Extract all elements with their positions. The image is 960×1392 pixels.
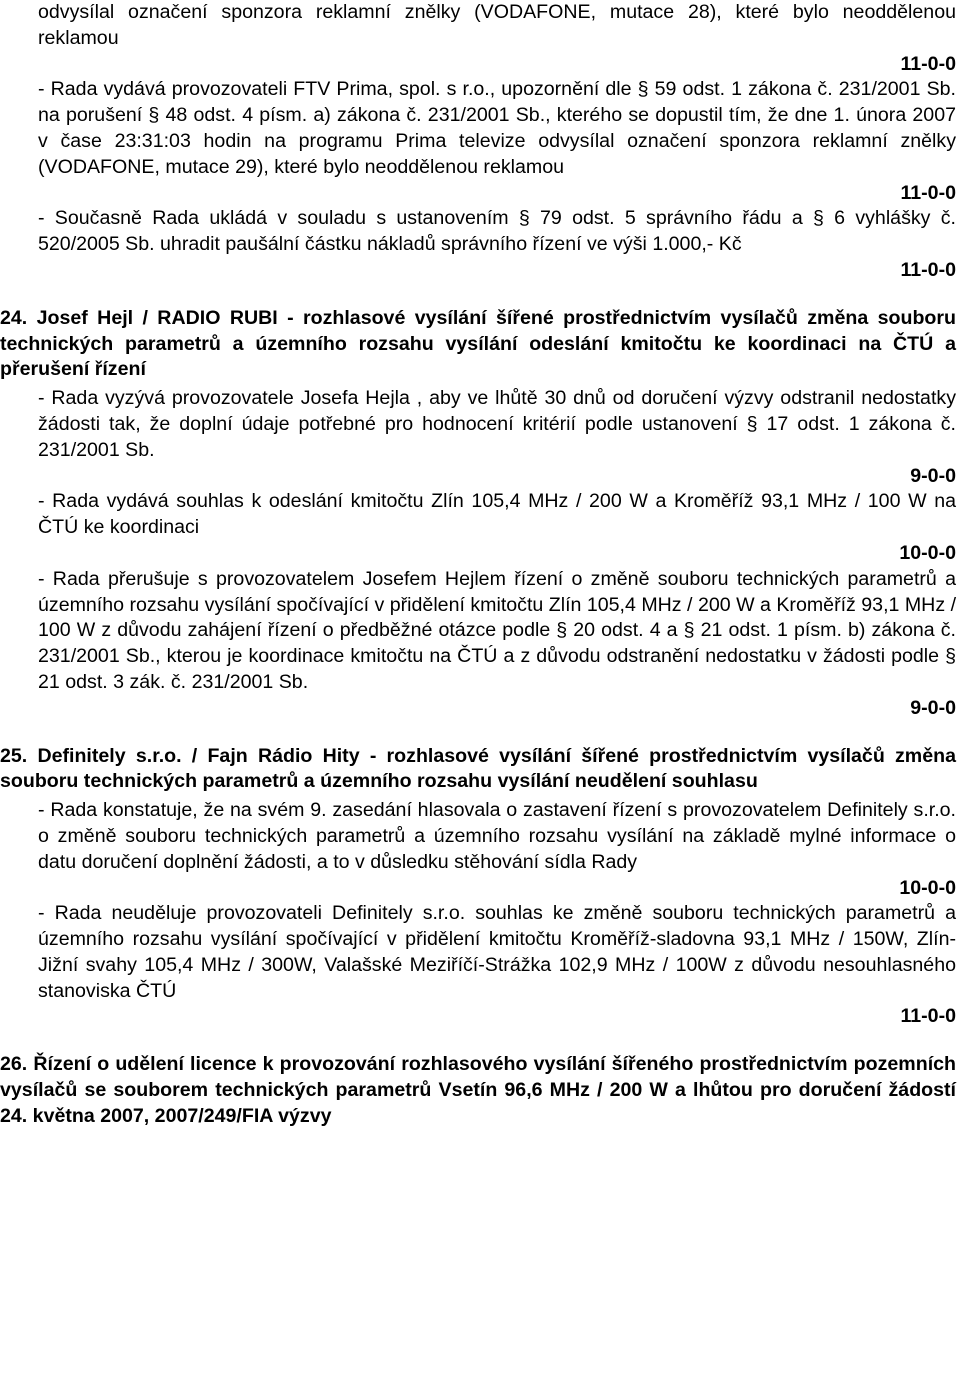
paragraph-hejl-suspend: - Rada přerušuje s provozovatelem Josefem Hejlem řízení o změně souboru technických parametrů a územního rozsahu vysílání spočívající v přidělení kmitočtu Zlín 105,4 MHz / 200 W a Kroměříž 93,1 MHz / 100 W z důvodu zahájení řízení o předběžné otázce podle § 20 odst. 4 a § 21 odst. 1 písm. b) zákona č. 231/2001 Sb., kterou je koordinace kmitočtu na ČTÚ a z důvodu odstranění nedostatku v žádosti podle § 21 odst. 3 zák. č. 231/2001 Sb. [38,567,957,693]
paragraph-warning-prima: - Rada vydává provozovateli FTV Prima, spol. s r.o., upozornění dle § 59 odst. 1 zákona č. 231/2001 Sb. na porušení § 48 odst. 4 písm. a) zákona č. 231/2001 Sb., kterého se dopustil tím, že dne 1. února 2007 v čase 23:31:03 hodin na programu Prima televize odvysílal označení sponzora reklamní znělky (VODAFONE, mutace 29), které bylo neoddělenou reklamou [38,78,956,178]
spacer [38,1030,956,1052]
spacer [38,722,956,744]
heading-block-25 [0,744,956,796]
vote-result: 11-0-0 [900,258,956,281]
paragraph-definitely-refusal: - Rada neuděluje provozovateli Definitely s.r.o. souhlas ke změně souboru technických parametrů a územního rozsahu vysílání spočívající v přidělení kmitočtu Kroměříž-sladovna 93,1 MHz / 150W, Zlín-Jižní svahy 105,4 MHz / 300W, Valašské Meziříčí-Strážka 102,9 MHz / 100W z důvodu nesouhlasného stanoviska ČTÚ [38,902,956,1002]
paragraph-hejl-call: - Rada vyzývá provozovatele Josefa Hejla , aby ve lhůtě 30 dnů od doručení výzvy odstranil nedostatky žádosti tak, že doplní údaje potřebné pro hodnocení kritérií podle ustanovení § 17 odst. 1 zákona č. 231/2001 Sb. [38,387,956,461]
vote-result: 11-0-0 [900,181,956,204]
vote-result: 11-0-0 [900,52,956,75]
spacer [38,284,956,306]
vote-result: 9-0-0 [910,464,956,487]
paragraph-hejl-consent: - Rada vydává souhlas k odeslání kmitočtu Zlín 105,4 MHz / 200 W a Kroměříž 93,1 MHz / 100 W na ČTÚ ke koordinaci [38,490,956,539]
vote-result: 10-0-0 [899,876,956,899]
paragraph-definitely-note: - Rada konstatuje, že na svém 9. zasedání hlasovala o zastavení řízení s provozovatelem Definitely s.r.o. o změně souboru technických parametrů a územního rozsahu vysílání na základě mylné informace o datu doručení doplnění žádosti, a to v důsledku stěhování sídla Rady [38,799,956,873]
vote-result: 9-0-0 [910,696,956,719]
paragraph-sponsor-28: odvysílal označení sponzora reklamní znělky (VODAFONE, mutace 28), které bylo neoddělenou reklamou [38,1,956,49]
paragraph-fee: - Současně Rada ukládá v souladu s ustanovením § 79 odst. 5 správního řádu a § 6 vyhlášky č. 520/2005 Sb. uhradit paušální částku nákladů správního řízení ve výši 1.000,- Kč [38,207,956,256]
section-heading-26: 26. Řízení o udělení licence k provozování rozhlasového vysílání šířeného prostřednictvím pozemních vysílačů se souborem technických parametrů Vsetín 96,6 MHz / 200 W a lhůtou pro doručení žádostí 24. května 2007, 2007/249/FIA výzvy [0,1053,956,1127]
heading-block-24 [0,306,956,383]
section-heading-24: 24. Josef Hejl / RADIO RUBI - rozhlasové vysílání šířené prostřednictvím vysílačů změna souboru technických parametrů a územního rozsahu vysílání odeslání kmitočtu ke koordinaci na ČTÚ a přerušení řízení [0,306,956,381]
vote-result: 10-0-0 [899,541,956,564]
vote-result: 11-0-0 [900,1005,956,1028]
heading-block-26 [0,1052,956,1129]
section-heading-25: 25. Definitely s.r.o. / Fajn Rádio Hity - rozhlasové vysílání šířené prostřednictvím vysílačů změna souboru technických parametrů a územního rozsahu vysílání neudělení souhlasu [0,744,956,793]
